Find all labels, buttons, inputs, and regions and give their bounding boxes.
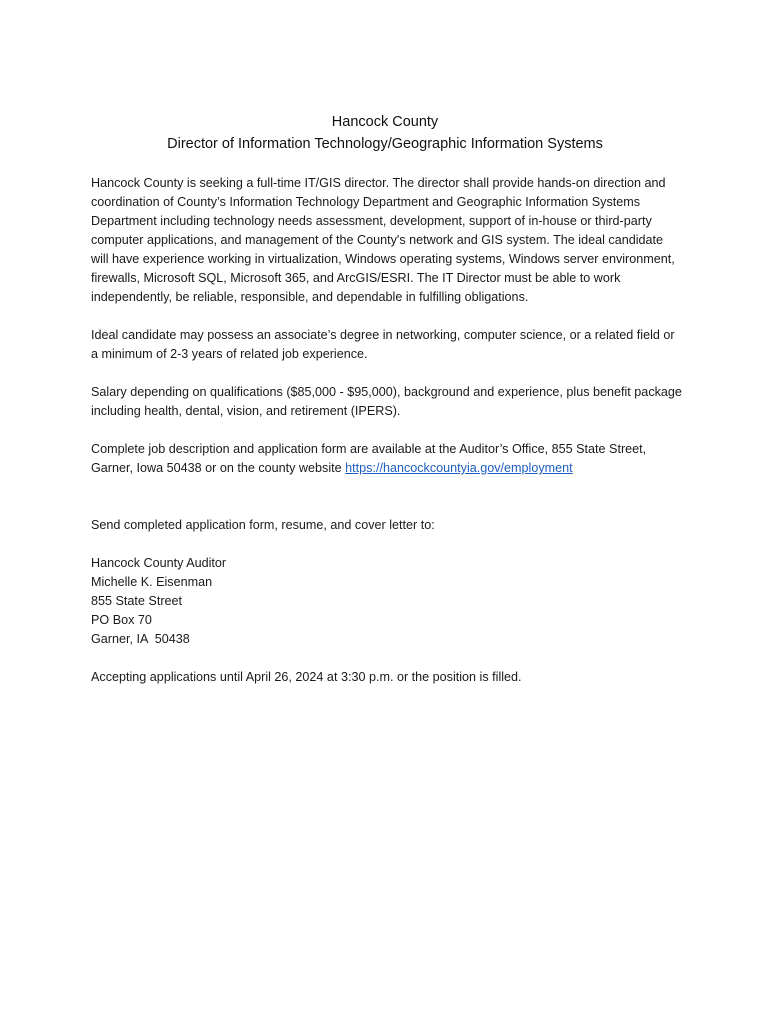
qualifications-paragraph: Ideal candidate may possess an associate’s degree in networking, computer science, or a related field or a minimum of 2-3 years of related job experience. (91, 328, 675, 361)
address-line-4: PO Box 70 (91, 613, 152, 627)
intro-paragraph: Hancock County is seeking a full-time IT/GIS director. The director shall provide hands-on direction and coordination of County’s Information Technology Department and Geographic Information Systems Department including technology needs assessment, development, support of in-house or third-party computer applications, and management of the County's network and GIS system. The ideal candidate will have experience working in virtualization, Windows operating systems, Windows server environment, firewalls, Microsoft SQL, Microsoft 365, and ArcGIS/ESRI. The IT Director must be able to work independently, be reliable, responsible, and dependable in fulfilling obligations. (91, 176, 675, 304)
county-title: Hancock County (331, 114, 439, 130)
send-instructions-paragraph: Send completed application form, resume, and cover letter to: (91, 518, 435, 532)
document-header (0, 111, 770, 155)
document-body (91, 174, 683, 706)
application-info-paragraph (91, 440, 683, 478)
application-info-text: Complete job description and application form are available at the Auditor’s Office, 855 State Street, Garner, Iowa 50438 or on the county website (91, 442, 647, 475)
address-line-1: Hancock County Auditor (91, 556, 227, 570)
salary-paragraph: Salary depending on qualifications ($85,000 - $95,000), background and experience, plus benefit package including health, dental, vision, and retirement (IPERS). (91, 385, 682, 418)
spacer (91, 497, 683, 516)
deadline-paragraph: Accepting applications until April 26, 2024 at 3:30 p.m. or the position is filled. (91, 670, 522, 684)
address-line-5: Garner, IA 50438 (91, 632, 190, 646)
position-title: Director of Information Technology/Geographic Information Systems (167, 136, 603, 152)
address-line-2: Michelle K. Eisenman (91, 575, 213, 589)
employment-link[interactable]: https://hancockcountyia.gov/employment (345, 461, 573, 475)
mailing-address (91, 554, 683, 649)
address-line-3: 855 State Street (91, 594, 183, 608)
